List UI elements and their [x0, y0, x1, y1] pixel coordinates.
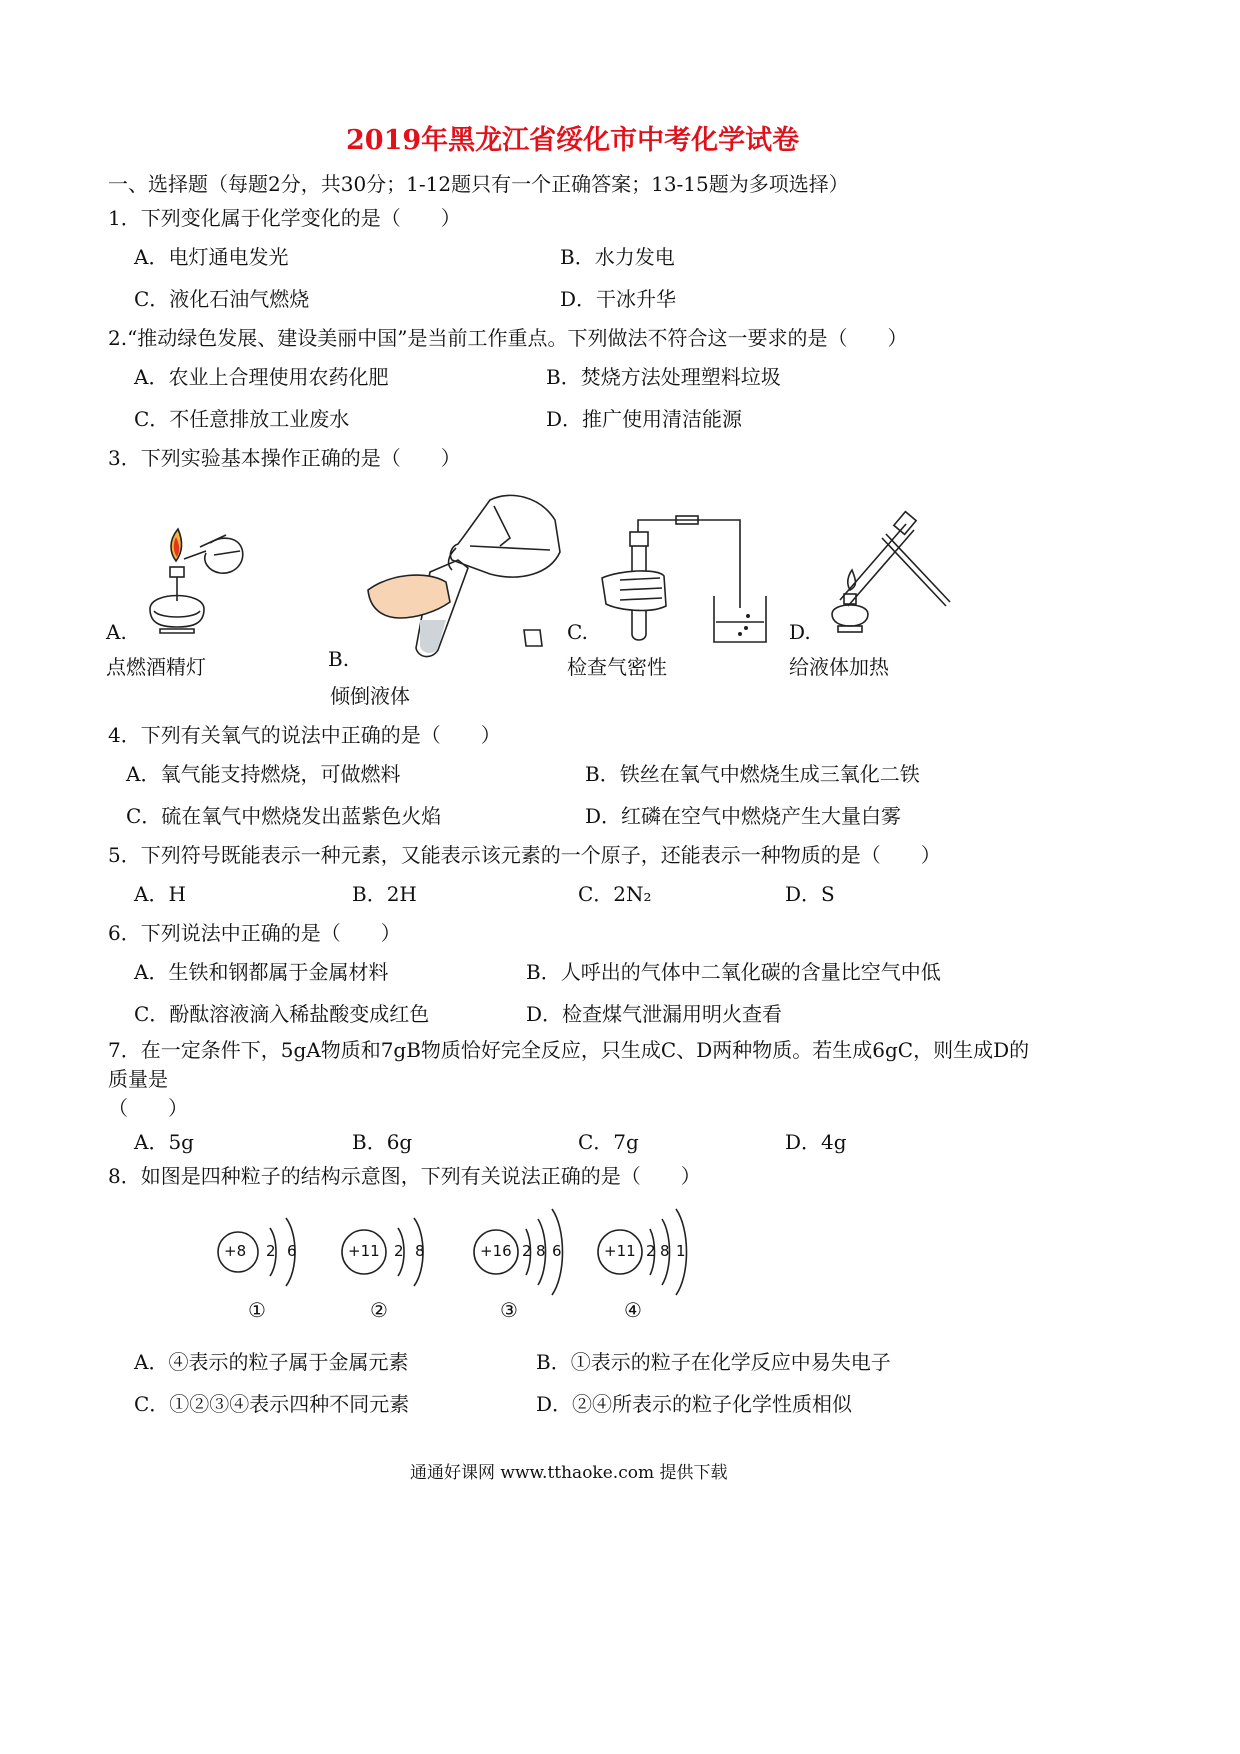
- q2-option-d: D．推广使用清洁能源: [546, 407, 743, 431]
- particle-2-shell-2: 8: [415, 1242, 425, 1260]
- particle-1-nucleus: +8: [224, 1242, 247, 1260]
- q3-option-c-letter: C.: [567, 620, 588, 644]
- particle-3-nucleus: +16: [480, 1242, 512, 1260]
- q7-stem-line1: 7．在一定条件下，5gA物质和7gB物质恰好完全反应，只生成C、D两种物质。若生成6gC，则生成D的: [108, 1038, 1030, 1062]
- q1-stem: 1．下列变化属于化学变化的是（ ）: [108, 206, 461, 230]
- q6-option-a: A．生铁和钢都属于金属材料: [134, 960, 389, 984]
- particle-3-shell-3: 6: [552, 1242, 562, 1260]
- q6-option-b: B．人呼出的气体中二氧化碳的含量比空气中低: [526, 960, 941, 984]
- q2-option-b: B．焚烧方法处理塑料垃圾: [546, 365, 781, 389]
- q7-option-b: B．6g: [352, 1130, 413, 1154]
- q3-option-c-caption: 检查气密性: [567, 655, 667, 679]
- particle-3-label: ③: [500, 1298, 518, 1322]
- particle-4-shell-3: 1: [676, 1242, 686, 1260]
- q5-option-c: C．2N₂: [578, 882, 652, 906]
- particle-2-shell-1: 2: [394, 1242, 404, 1260]
- q8-stem: 8．如图是四种粒子的结构示意图，下列有关说法正确的是（ ）: [108, 1164, 701, 1188]
- q1-option-a: A．电灯通电发光: [134, 245, 289, 269]
- q2-stem: 2.“推动绿色发展、建设美丽中国”是当前工作重点。下列做法不符合这一要求的是（ ）: [108, 326, 908, 350]
- particle-3-shell-2: 8: [536, 1242, 546, 1260]
- q5-option-a: A．H: [134, 882, 186, 906]
- q6-option-d: D．检查煤气泄漏用明火查看: [526, 1002, 783, 1026]
- q4-option-d: D．红磷在空气中燃烧产生大量白雾: [585, 804, 902, 828]
- q3-option-b-letter: B.: [328, 647, 350, 671]
- page-title: 2019年黑龙江省绥化市中考化学试卷: [346, 125, 800, 156]
- q7-stem-line3: （ ）: [108, 1096, 188, 1120]
- q2-option-a: A．农业上合理使用农药化肥: [134, 365, 389, 389]
- q4-option-a: A．氧气能支持燃烧，可做燃料: [126, 762, 401, 786]
- particle-2-label: ②: [370, 1298, 388, 1322]
- q5-option-b: B．2H: [352, 882, 417, 906]
- q7-stem-line2: 质量是: [108, 1067, 168, 1091]
- q3-option-a-caption: 点燃酒精灯: [106, 655, 206, 679]
- q7-option-a: A．5g: [134, 1130, 194, 1154]
- q8-option-a: A．④表示的粒子属于金属元素: [134, 1350, 409, 1374]
- heating-liquid-figure: [810, 510, 960, 640]
- q6-option-c: C．酚酞溶液滴入稀盐酸变成红色: [134, 1002, 430, 1026]
- q1-option-d: D．干冰升华: [560, 287, 677, 311]
- particle-4-label: ④: [624, 1298, 642, 1322]
- q5-option-d: D．S: [785, 882, 835, 906]
- airtightness-check-figure: [590, 510, 780, 645]
- particle-1-shell-2: 6: [287, 1242, 297, 1260]
- q2-option-c: C．不任意排放工业废水: [134, 407, 350, 431]
- particle-1-label: ①: [248, 1298, 266, 1322]
- q3-stem: 3．下列实验基本操作正确的是（ ）: [108, 446, 461, 470]
- q3-option-a-letter: A.: [106, 620, 127, 644]
- q4-stem: 4．下列有关氧气的说法中正确的是（ ）: [108, 723, 501, 747]
- particle-3-shell-1: 2: [522, 1242, 532, 1260]
- q7-option-c: C．7g: [578, 1130, 639, 1154]
- q8-option-b: B．①表示的粒子在化学反应中易失电子: [536, 1350, 891, 1374]
- particle-4-shell-2: 8: [660, 1242, 670, 1260]
- q6-stem: 6．下列说法中正确的是（ ）: [108, 921, 401, 945]
- q3-option-b-caption: 倾倒液体: [330, 684, 410, 708]
- q4-option-c: C．硫在氧气中燃烧发出蓝紫色火焰: [126, 804, 442, 828]
- q8-option-c: C．①②③④表示四种不同元素: [134, 1392, 410, 1416]
- particle-2-nucleus: +11: [348, 1242, 380, 1260]
- q3-option-d-caption: 给液体加热: [789, 655, 889, 679]
- alcohol-lamp-figure: [130, 515, 260, 640]
- particle-4-shell-1: 2: [646, 1242, 656, 1260]
- q1-option-b: B．水力发电: [560, 245, 675, 269]
- q4-option-b: B．铁丝在氧气中燃烧生成三氧化二铁: [585, 762, 920, 786]
- q5-stem: 5．下列符号既能表示一种元素，又能表示该元素的一个原子，还能表示一种物质的是（ ）: [108, 843, 941, 867]
- q1-option-c: C．液化石油气燃烧: [134, 287, 310, 311]
- particle-4-nucleus: +11: [604, 1242, 636, 1260]
- particle-diagram-4: [596, 1205, 706, 1325]
- q7-option-d: D．4g: [785, 1130, 847, 1154]
- particle-diagram-2: [336, 1210, 436, 1325]
- section-heading: 一、选择题（每题2分，共30分；1-12题只有一个正确答案；13-15题为多项选择）: [108, 172, 849, 196]
- q8-option-d: D．②④所表示的粒子化学性质相似: [536, 1392, 853, 1416]
- particle-diagram-3: [472, 1205, 582, 1325]
- page-footer: 通通好课网 www.tthaoke.com 提供下载: [410, 1463, 728, 1483]
- pouring-liquid-figure: [360, 490, 580, 660]
- particle-diagram-1: [212, 1210, 312, 1325]
- particle-1-shell-1: 2: [266, 1242, 276, 1260]
- q3-option-d-letter: D.: [789, 620, 811, 644]
